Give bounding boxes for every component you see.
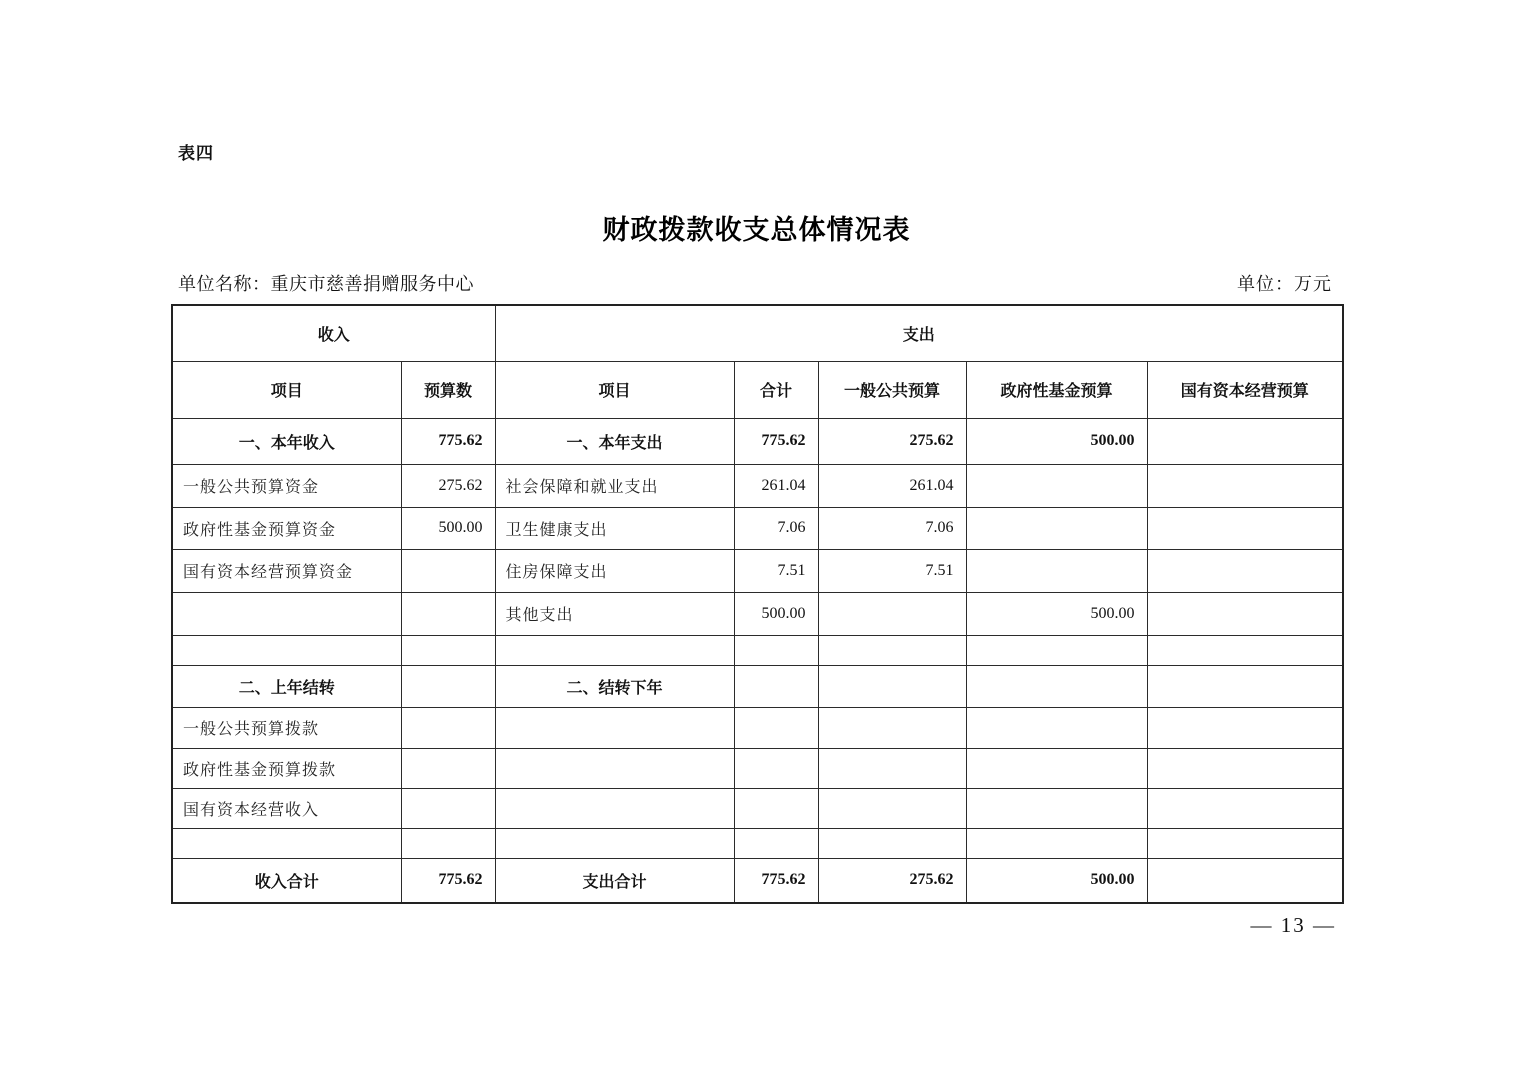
cell-exp-item: 一、本年支出 bbox=[495, 418, 734, 464]
cell-exp-statecap bbox=[1147, 592, 1343, 635]
cell-exp-item bbox=[495, 748, 734, 788]
cell-exp-item bbox=[495, 788, 734, 828]
cell-income-item bbox=[172, 635, 401, 665]
unit-name-label: 单位名称：重庆市慈善捐赠服务中心 bbox=[178, 274, 474, 294]
cell-income-amount bbox=[401, 828, 495, 858]
page-title: 财政拨款收支总体情况表 bbox=[602, 215, 911, 245]
cell-exp-statecap bbox=[1147, 635, 1343, 665]
cell-exp-item: 卫生健康支出 bbox=[495, 507, 734, 549]
cell-exp-govfund: 500.00 bbox=[966, 418, 1147, 464]
row-gov-fund-funds bbox=[172, 507, 1343, 549]
cell-exp-general: 7.51 bbox=[818, 549, 966, 592]
cell-exp-statecap bbox=[1147, 748, 1343, 788]
cell-exp-item bbox=[495, 635, 734, 665]
row-current-year bbox=[172, 418, 1343, 464]
cell-exp-govfund bbox=[966, 788, 1147, 828]
cell-exp-general bbox=[818, 665, 966, 707]
cell-exp-govfund: 500.00 bbox=[966, 858, 1147, 903]
col-header-income-item: 项目 bbox=[172, 361, 401, 418]
col-header-gov-fund-budget: 政府性基金预算 bbox=[966, 361, 1147, 418]
cell-income-amount bbox=[401, 788, 495, 828]
cell-exp-general bbox=[818, 592, 966, 635]
cell-income-item: 国有资本经营收入 bbox=[172, 788, 401, 828]
cell-exp-item: 社会保障和就业支出 bbox=[495, 464, 734, 507]
cell-exp-govfund bbox=[966, 707, 1147, 748]
cell-exp-statecap bbox=[1147, 549, 1343, 592]
cell-income-item: 一、本年收入 bbox=[172, 418, 401, 464]
cell-income-item: 收入合计 bbox=[172, 858, 401, 903]
row-gov-fund-appropriation bbox=[172, 748, 1343, 788]
spacer-row bbox=[172, 635, 1343, 665]
page-content bbox=[171, 0, 1342, 1074]
cell-exp-govfund bbox=[966, 549, 1147, 592]
cell-income-amount: 775.62 bbox=[401, 418, 495, 464]
row-carryover bbox=[172, 665, 1343, 707]
cell-income-amount bbox=[401, 635, 495, 665]
col-header-total: 合计 bbox=[734, 361, 818, 418]
cell-income-amount bbox=[401, 549, 495, 592]
cell-exp-total bbox=[734, 635, 818, 665]
cell-income-item: 一般公共预算拨款 bbox=[172, 707, 401, 748]
col-header-general-public-budget: 一般公共预算 bbox=[818, 361, 966, 418]
table-number-label: 表四 bbox=[178, 144, 214, 163]
cell-exp-statecap bbox=[1147, 418, 1343, 464]
cell-exp-govfund bbox=[966, 464, 1147, 507]
cell-exp-statecap bbox=[1147, 828, 1343, 858]
cell-income-amount: 275.62 bbox=[401, 464, 495, 507]
col-header-budget-amount: 预算数 bbox=[401, 361, 495, 418]
cell-exp-general bbox=[818, 707, 966, 748]
cell-income-amount bbox=[401, 748, 495, 788]
cell-exp-total: 500.00 bbox=[734, 592, 818, 635]
cell-income-amount: 500.00 bbox=[401, 507, 495, 549]
budget-table bbox=[171, 304, 1344, 904]
header-income: 收入 bbox=[172, 305, 495, 361]
cell-exp-total: 775.62 bbox=[734, 858, 818, 903]
cell-income-item: 国有资本经营预算资金 bbox=[172, 549, 401, 592]
cell-exp-govfund bbox=[966, 665, 1147, 707]
cell-exp-general bbox=[818, 748, 966, 788]
cell-exp-total bbox=[734, 788, 818, 828]
cell-exp-statecap bbox=[1147, 788, 1343, 828]
cell-exp-total bbox=[734, 828, 818, 858]
cell-exp-total: 775.62 bbox=[734, 418, 818, 464]
cell-income-item: 二、上年结转 bbox=[172, 665, 401, 707]
currency-unit-label: 单位：万元 bbox=[1237, 274, 1332, 294]
cell-exp-total bbox=[734, 707, 818, 748]
cell-exp-item bbox=[495, 707, 734, 748]
cell-exp-general bbox=[818, 788, 966, 828]
column-header-row bbox=[172, 361, 1343, 418]
cell-exp-item: 其他支出 bbox=[495, 592, 734, 635]
unit-line bbox=[171, 270, 1342, 296]
row-general-public-funds bbox=[172, 464, 1343, 507]
cell-exp-statecap bbox=[1147, 665, 1343, 707]
row-state-capital-income bbox=[172, 788, 1343, 828]
row-state-capital-funds bbox=[172, 549, 1343, 592]
cell-income-amount: 775.62 bbox=[401, 858, 495, 903]
col-header-state-capital-budget: 国有资本经营预算 bbox=[1147, 361, 1343, 418]
cell-exp-total bbox=[734, 665, 818, 707]
cell-income-amount bbox=[401, 665, 495, 707]
cell-exp-item bbox=[495, 828, 734, 858]
header-expenditure: 支出 bbox=[495, 305, 1343, 361]
cell-exp-statecap bbox=[1147, 507, 1343, 549]
cell-income-item: 政府性基金预算拨款 bbox=[172, 748, 401, 788]
cell-exp-statecap bbox=[1147, 707, 1343, 748]
spacer-row bbox=[172, 828, 1343, 858]
cell-exp-govfund: 500.00 bbox=[966, 592, 1147, 635]
cell-exp-general: 261.04 bbox=[818, 464, 966, 507]
cell-exp-statecap bbox=[1147, 858, 1343, 903]
cell-income-item bbox=[172, 592, 401, 635]
cell-exp-general: 275.62 bbox=[818, 418, 966, 464]
cell-income-item: 一般公共预算资金 bbox=[172, 464, 401, 507]
cell-exp-general: 7.06 bbox=[818, 507, 966, 549]
cell-income-item: 政府性基金预算资金 bbox=[172, 507, 401, 549]
cell-income-item bbox=[172, 828, 401, 858]
cell-income-amount bbox=[401, 592, 495, 635]
cell-income-amount bbox=[401, 707, 495, 748]
page-number: — 13 — bbox=[1250, 913, 1336, 937]
group-header-row bbox=[172, 305, 1343, 361]
cell-exp-item: 二、结转下年 bbox=[495, 665, 734, 707]
row-grand-total bbox=[172, 858, 1343, 903]
cell-exp-govfund bbox=[966, 748, 1147, 788]
cell-exp-general: 275.62 bbox=[818, 858, 966, 903]
cell-exp-govfund bbox=[966, 828, 1147, 858]
cell-exp-total: 261.04 bbox=[734, 464, 818, 507]
cell-exp-statecap bbox=[1147, 464, 1343, 507]
row-other-expenditure bbox=[172, 592, 1343, 635]
cell-exp-item: 住房保障支出 bbox=[495, 549, 734, 592]
cell-exp-total bbox=[734, 748, 818, 788]
cell-exp-general bbox=[818, 828, 966, 858]
col-header-exp-item: 项目 bbox=[495, 361, 734, 418]
cell-exp-total: 7.51 bbox=[734, 549, 818, 592]
cell-exp-general bbox=[818, 635, 966, 665]
cell-exp-item: 支出合计 bbox=[495, 858, 734, 903]
row-general-public-appropriation bbox=[172, 707, 1343, 748]
cell-exp-total: 7.06 bbox=[734, 507, 818, 549]
cell-exp-govfund bbox=[966, 635, 1147, 665]
cell-exp-govfund bbox=[966, 507, 1147, 549]
